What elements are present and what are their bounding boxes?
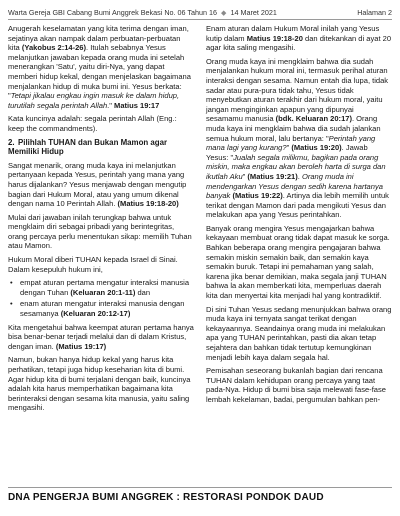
page-footer: DNA PENGERJA BUMI ANGGREK : RESTORASI PONDOK DAUD (8, 492, 324, 503)
footer-divider (8, 487, 392, 488)
issue-date: 14 Maret 2021 (230, 7, 277, 17)
section-heading: 2. Pilihlah TUHAN dan Bukan Mamon agar Memiliki Hidup (8, 137, 168, 157)
paragraph: Kita mengetahui bahwa keempat aturan pertama hanya bisa benar-benar terjadi melalui dan di dalam Kristus, dengan iman. (Matius 19:17) (8, 322, 194, 351)
header-separator: ◆ (220, 7, 227, 17)
publication-title: Warta Gereja GBI Cabang Bumi Anggrek Bekasi No. 06 Tahun 16 (8, 7, 217, 17)
paragraph: Mulai dari jawaban inilah terungkap bahwa untuk mengklaim diri sebagai pribadi yang berintegritas, orang percaya perlu menentukan sikap: memilih Tuhan atau Mamon. (8, 212, 192, 251)
paragraph: Banyak orang mengira Yesus mengajarkan bahwa kekayaan membuat orang tidak dapat masuk ke sorga. Bahkan beberapa orang mengira pengajaran bahwa semakin miskin semakin baik, dan semakin kaya semakin buruk. Tetapi ini pemahaman yang salah, karena jika benar demikian, maka segala janji TUHAN bahwa la akan memberkati kita, memperluas daerah kita dan menyertai kita menjadi hal yang kontradiktif. (206, 223, 390, 301)
page-number: Halaman 2 (357, 7, 392, 17)
paragraph: Di sini Tuhan Yesus sedang menunjukkan bahwa orang muda kaya ini ternyata sangat terikat dengan kekayaannya. Seandainya orang muda ini melakukan apa yang TUHAN perintahkan, pasti dia akan tetap sejahtera dan bahkan tidak tertutup kemungkinan menjadi lebih kaya dalam segala hal. (206, 304, 392, 362)
paragraph: Namun, bukan hanya hidup kekal yang harus kita perhatikan, tetapi juga hidup keseharian kita di bumi. Agar hidup kita di bumi terjalani dengan baik, kuncinya adalah kita harus memperhatikan bagaimana kita berinteraksi dengan sesama kita manusia, yaitu saling mengasihi. (8, 355, 191, 413)
page-header (8, 6, 392, 18)
list-item: • empat aturan pertama mengatur interaksi manusia dengan Tuhan (Keluaran 20:1-11) dan (8, 278, 194, 297)
paragraph: Anugerah keselamatan yang kita terima dengan iman, sejatinya akan nampak dalam perbuatan-perbuatan kita (Yakobus 2:14-26). Itulah sebabnya Yesus melanjutkan jawaban kepada orang muda ini setelah menerangkan 'Satu', yaitu diri-Nya, yang dapat memberi hidup kekal, dengan menjelaskan bagaimana menjalankan hidup di muka bumi ini. Yesus berkata: "Tetapi jikalau engkau ingin masuk ke dalam hidup, turutilah segala perintah Allah." Matius 19:17 (8, 24, 191, 110)
paragraph: Kata kuncinya adalah: segala perintah Allah (Eng.: keep the commandments). (8, 114, 177, 133)
paragraph: Sangat menarik, orang muda kaya ini melanjutkan pertanyaan kepada Yesus, perintah yang mana yang harus dijalankan? Yesus menjawab dengan mengutip bagian dari Hukum Moral, atau yang umum dikenal dengan nama 10 Perintah Allah. (Matius 19:18-20) (8, 160, 187, 209)
paragraph: Enam aturan dalam Hukum Moral inilah yang Yesus kutip dalam Matius 19:18-20 dan ditekankan di ayat 20 agar kita saling mengasihi. (206, 24, 392, 53)
paragraph: Pemisahan seseorang bukanlah bagian dari rencana TUHAN dalam kehidupan orang percaya yang taat pada-Nya. Hidup di bumi bisa saja melewati fase-fase lembah kekelaman, badai, pergumulan bahkan pen- (206, 366, 386, 404)
paragraph: Orang muda kaya ini mengklaim bahwa dia sudah menjalankan hukum moral ini, termasuk perihal aturan interaksi dengan sesama. Namun entah dia lupa, tidak sadar atau pura-pura tidak tahu, Yesus tidak menyebutkan aturan terakhir dari hukum moral, yaitu jangan menginginkan apapun yang dipunyai sesamamu manusia (bdk. Keluaran 20:17). Orang muda kaya ini mengklaim bahwa dia sudah jalankan semua hukum moral, lalu bertanya: "Perintah yang mana lagi yang kurang?" (Matius 19:20). Jawab Yesus: "Jualah segala milikmu, bagikan pada orang miskin, maka engkau akan beroleh harta di surga dan ikutlah Aku" (Matius 19:21). Orang muda ini mendengarkan Yesus dengan sedih karena hartanya banyak (Matius 19:22). Artinya dia lebih memilih untuk terikat dengan Mamon dari pada mengikuti Yesus dan melakukan apa yang Yesus perintahkan. (206, 56, 389, 220)
paragraph: Hukum Moral diberi TUHAN kepada Israel di Sinai. Dalam kesepuluh hukum ini, (8, 255, 178, 274)
left-column (8, 24, 194, 417)
bullet-list (8, 278, 194, 318)
list-item: • enam aturan mengatur interaksi manusia dengan sesamanya (Keluaran 20:12-17) (8, 299, 194, 318)
right-column (206, 24, 392, 409)
header-divider (8, 19, 392, 20)
